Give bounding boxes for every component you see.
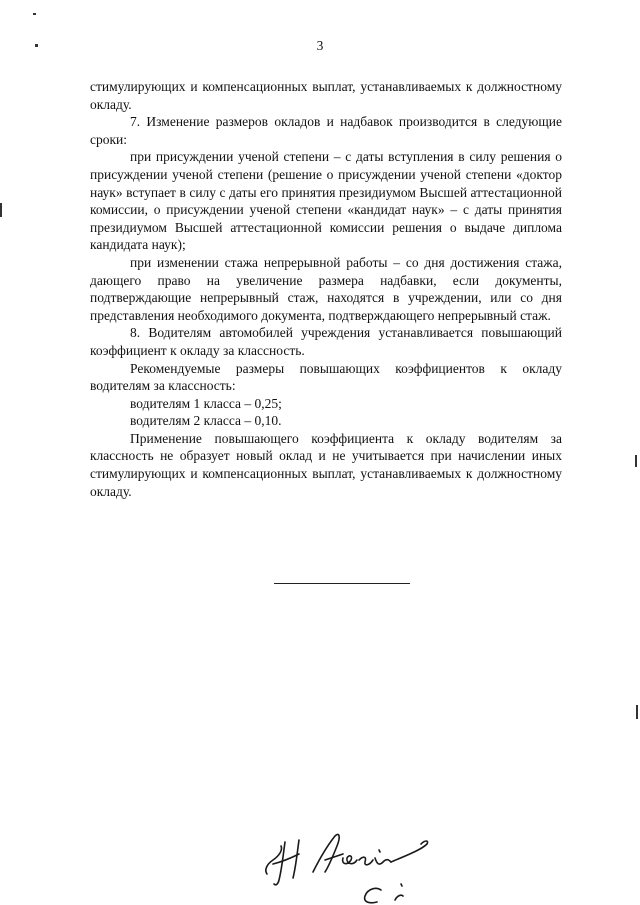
section-divider-line <box>274 583 410 584</box>
paragraph-degree-award: при присуждении ученой степени – с даты вступления в силу решения о присуждении ученой степени (решение о присуждении ученой степени «доктор наук» вступает в силу с даты его принятия президиумом Высшей аттестационной комиссии, о присуждении ученой степени «кандидат наук» – с даты принятия президиумом Высшей аттестационной комиссии решения о выдаче диплома кандидата наук); <box>90 149 562 253</box>
paragraph-item-8: 8. Водителям автомобилей учреждения устанавливается повышающий коэффициент к окладу за классность. <box>90 325 562 358</box>
paragraph-item-7: 7. Изменение размеров окладов и надбавок производится в следующие сроки: <box>90 114 562 147</box>
paragraph-continuation: стимулирующих и компенсационных выплат, устанавливаемых к должностному окладу. <box>90 79 562 112</box>
scan-mark <box>35 44 38 47</box>
paragraph-class-2: водителям 2 класса – 0,10. <box>130 413 282 429</box>
scan-mark <box>635 455 637 467</box>
handwritten-signature <box>255 820 445 905</box>
paragraph-application: Применение повышающего коэффициента к окладу водителям за классность не образует новый оклад и не учитывается при начислении иных стимулирующих и компенсационных выплат, устанавливаемых к должностному окладу. <box>90 430 562 499</box>
scan-mark <box>0 203 2 217</box>
paragraph-class-1: водителям 1 класса – 0,25; <box>130 395 282 411</box>
page-number: 3 <box>316 38 324 53</box>
scan-mark <box>636 705 638 719</box>
paragraph-continuous-service: при изменении стажа непрерывной работы – со дня достижения стажа, дающего право на увеличение размера надбавки, если документы, подтверждающие непрерывный стаж, находятся в учреждении, или со дня представления необходимого документа, подтверждающего непрерывный стаж. <box>90 254 562 323</box>
document-body <box>90 78 562 500</box>
paragraph-recommended-coefficients: Рекомендуемые размеры повышающих коэффициентов к окладу водителям за классность: <box>90 360 562 394</box>
scan-mark <box>33 13 36 15</box>
